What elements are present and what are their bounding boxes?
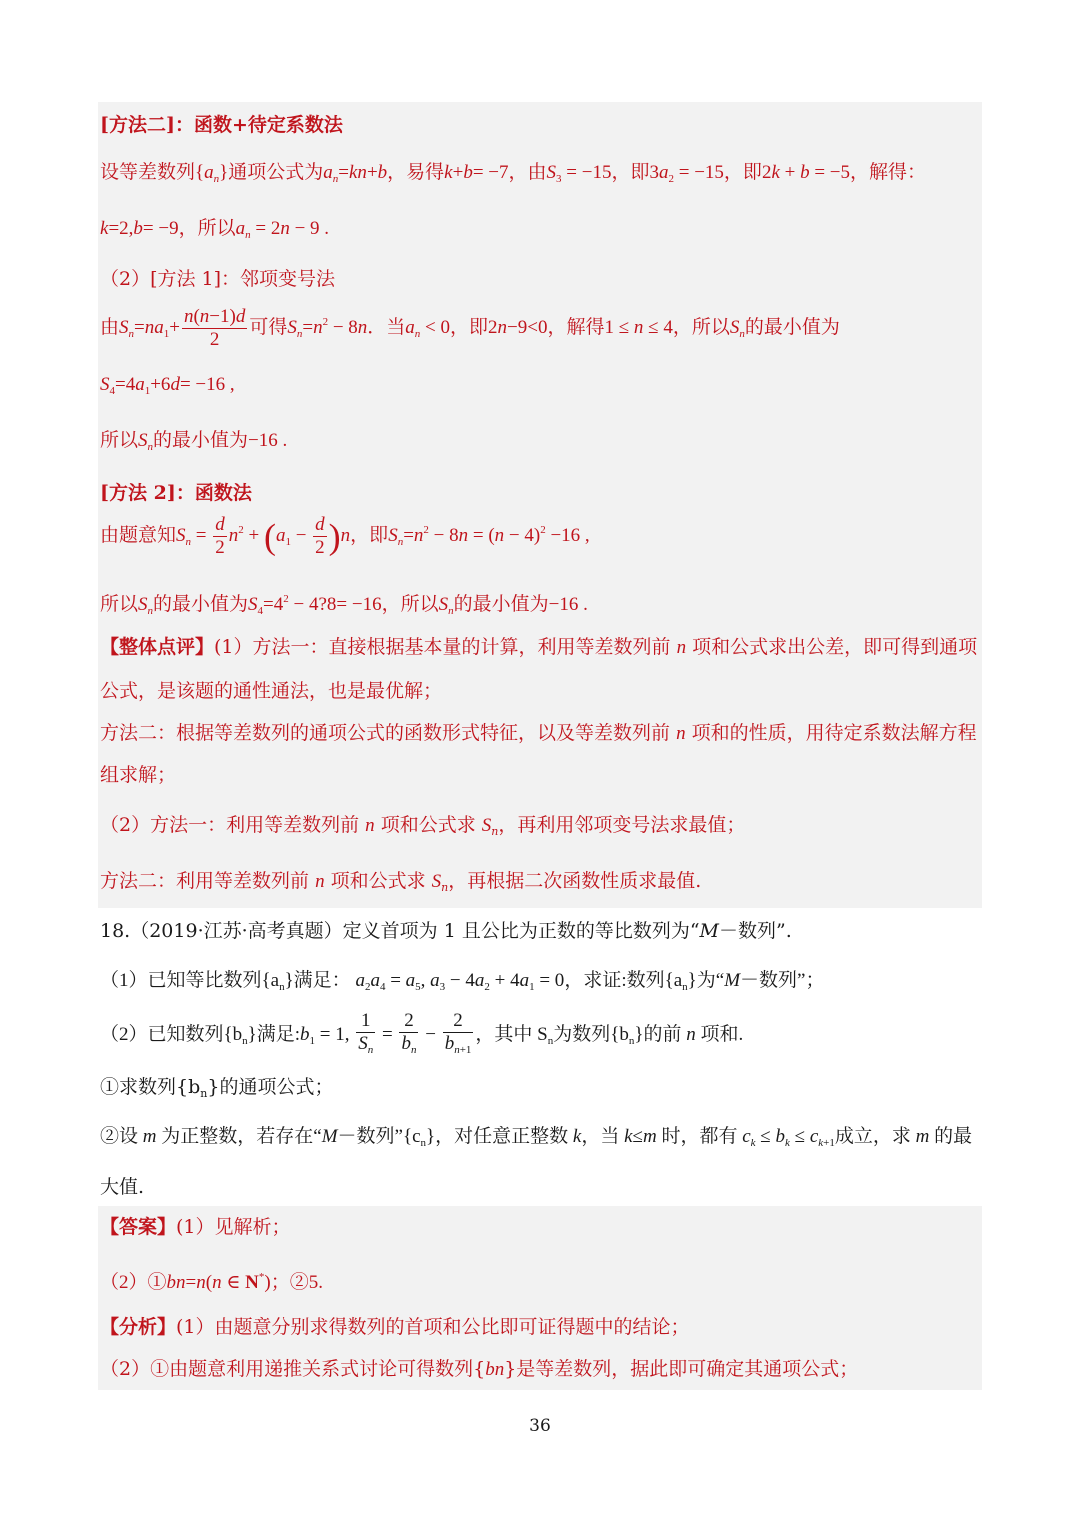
analysis-line2: （2）①由题意利用递推关系式讨论可得数列{bn}是等差数列，据此即可确定其通项公式； [100, 1358, 859, 1380]
q18-part2: （2）已知数列$\{b_n\}$满足$:b_1 = 1$, $\frac{1}{S_n}$ = $\frac{2}{b_n}$ − $\frac{2}{b_{n+1}}$ ，其中 $S_n$为数列$\{b_n\}$的前 n 项和. [100, 1010, 744, 1056]
q18-part1: （1）已知等比数列$\{a_n\}$满足： $a_2a_4 = a_5$, $a_3 - 4a_2 + 4a_1 = 0$，求证:数列$\{a_n\}$为“M－数列”； [100, 970, 825, 993]
part2-method1-line1: 由$S_n=na_1+$ $\frac{n(n-1)d}{2}$ 可得$S_n=n^2 - 8n$．当$a_n < 0$，即2n−9<0，解得1 ≤ n ≤ 4，所以$S_n$的最小值为 [100, 306, 840, 350]
part2-method2-line2: 所以$S_n$的最小值为$S_4=4^2$ − 4?8= −16，所以$S_n$的最小值为−16 . [100, 593, 588, 617]
answer-line1: 【答案】(1）见解析； [100, 1216, 291, 1238]
page-number: 36 [529, 1416, 551, 1436]
part2-method1-line2: $S_4=4a_1+6d= -16$ , [100, 374, 235, 397]
analysis-line1: 【分析】(1）由题意分别求得数列的首项和公比即可证得题中的结论； [100, 1316, 690, 1338]
part2-method2-line1: 由题意知$S_n$ = $\frac{d}{2}$ $n^2 + (a_1$ − $\frac{d}{2}$ )n，即$S_n=n^2 - 8n = (n - 4)^2 -16$ , [100, 514, 590, 558]
q18-sub2: ②设 m 为正整数，若存在“M－数列$”\{c_n\}$，对任意正整数 k，当 k≤m 时，都有 $c_k \le b_k \le c_{k+1}$成立，求 m 的最 [100, 1126, 973, 1149]
review-line4: 组求解； [100, 764, 177, 786]
review-line2: 公式，是该题的通性通法，也是最优解； [100, 680, 443, 702]
review-line3: 方法二：根据等差数列的通项公式的函数形式特征，以及等差数列前 n 项和的性质，用待定系数法解方程 [100, 722, 977, 744]
method2-header: [方法二]：函数+待定系数法 [100, 114, 343, 136]
part2-method2-header: [方法 2]：函数法 [100, 482, 252, 504]
review-line6: 方法二：利用等差数列前 n 项和公式求 $S_n$，再根据二次函数性质求最值. [100, 870, 702, 894]
part2-method1-header: （2）[方法 1]：邻项变号法 [100, 268, 336, 290]
q18-sub1: ①求数列$\{b_n\}$的通项公式； [100, 1076, 334, 1100]
part2-method1-line3: 所以$S_n$的最小值为−16 . [100, 430, 288, 453]
q18-title: 18.（2019·江苏·高考真题）定义首项为 1 且公比为正数的等比数列为“M－数列”. [100, 920, 792, 942]
answer-line2: （2）①bn=n(n ∈ N*)；②5. [100, 1271, 323, 1293]
method2-line2: k=2,b= −9，所以$a_n = 2n - 9$ . [100, 218, 330, 241]
review-line1: 【整体点评】(1）方法一：直接根据基本量的计算，利用等差数列前 n 项和公式求出公差，即可得到通项 [100, 636, 978, 658]
review-line5: （2）方法一：利用等差数列前 n 项和公式求 $S_n$，再利用邻项变号法求最值； [100, 814, 746, 838]
method2-line1: 设等差数列$\{a_n\}$通项公式为$a_n=kn+b$，易得k+b= −7，由$S_3 = -15$，即$3a_2 = -15$，即2k + b = −5，解得： [100, 162, 927, 185]
q18-sub2-cont: 大值. [100, 1176, 145, 1198]
